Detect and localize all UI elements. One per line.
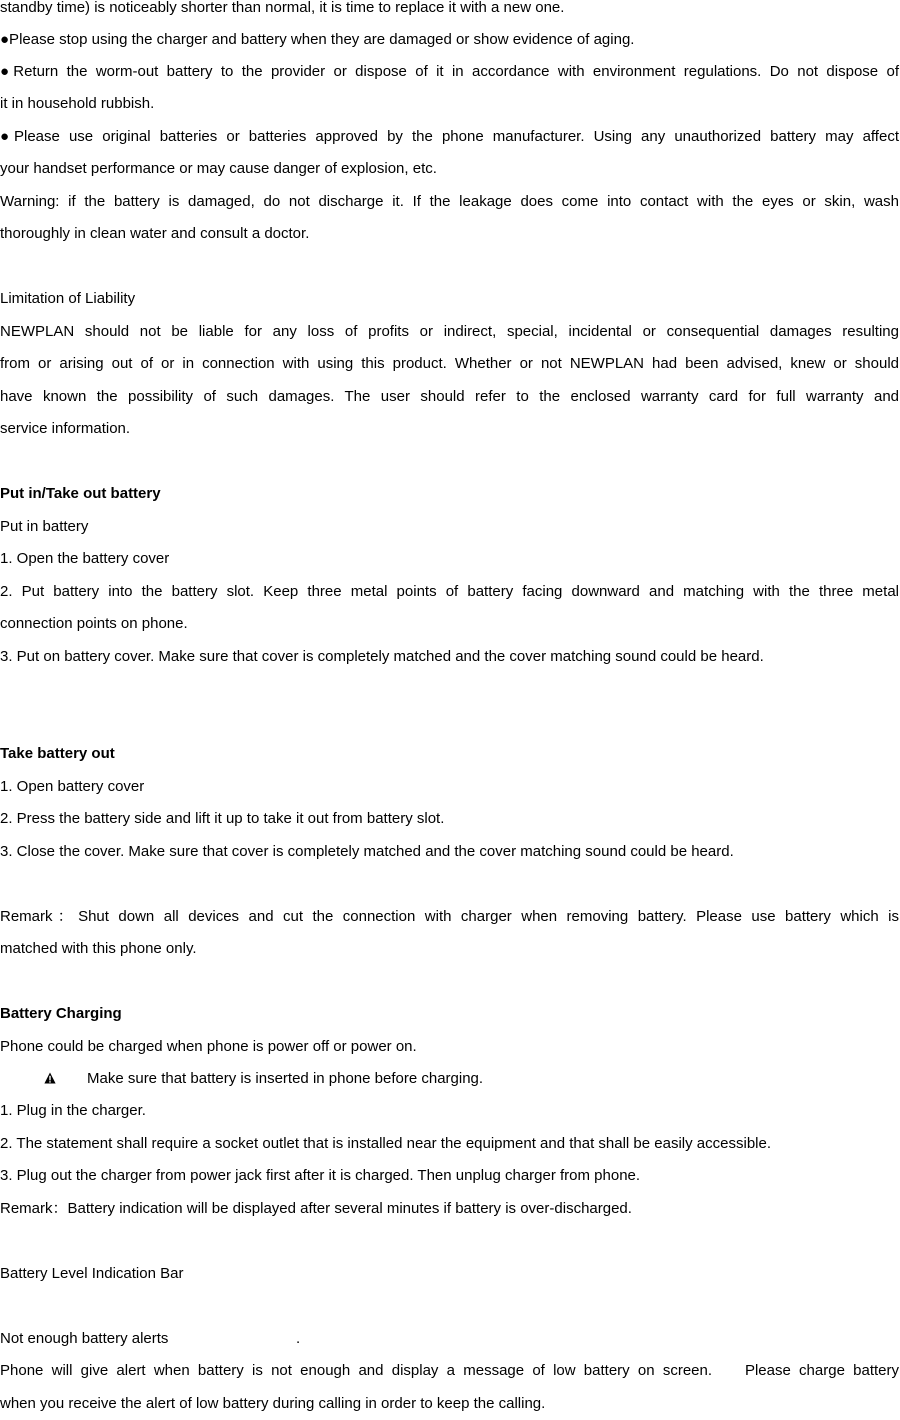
bullet-return-battery-line-1: ●Return the worm-out battery to the provider or dispose of it in accordance with environment regulations. Do not dispose of — [0, 63, 899, 80]
put-in-step-1: 1. Open the battery cover — [0, 550, 170, 567]
warning-line-2: thoroughly in clean water and consult a doctor. — [0, 225, 310, 242]
put-in-step-2-line-1: 2. Put battery into the battery slot. Keep three metal points of battery facing downward and matching with the three metal — [0, 583, 899, 600]
bullet-stop-using: ●Please stop using the charger and battery when they are damaged or show evidence of aging. — [0, 31, 635, 48]
alerts-trailing-mark: . — [296, 1330, 301, 1347]
standby-line: standby time) is noticeably shorter than normal, it is time to replace it with a new one. — [0, 0, 565, 16]
take-out-remark-line-1: Remark：Shut down all devices and cut the connection with charger when removing battery. Please use battery which is — [0, 908, 899, 925]
take-out-step-3: 3. Close the cover. Make sure that cover is completely matched and the cover matching sound could be heard. — [0, 843, 734, 860]
put-in-subheading: Put in battery — [0, 518, 89, 535]
charging-heading: Battery Charging — [0, 1005, 122, 1022]
put-in-step-2-line-2: connection points on phone. — [0, 615, 188, 632]
liability-line-4: service information. — [0, 420, 131, 437]
charging-step-3: 3. Plug out the charger from power jack first after it is charged. Then unplug charger from phone. — [0, 1167, 641, 1184]
liability-line-1: NEWPLAN should not be liable for any loss of profits or indirect, special, incidental or consequential damages resulting — [0, 323, 899, 340]
take-out-step-2: 2. Press the battery side and lift it up to take it out from battery slot. — [0, 810, 445, 827]
bullet-original-batteries-line-2: your handset performance or may cause danger of explosion, etc. — [0, 160, 437, 177]
put-in-out-heading: Put in/Take out battery — [0, 485, 161, 502]
charging-remark: Remark：Battery indication will be displayed after several minutes if battery is over-discharged. — [0, 1200, 632, 1217]
take-out-step-1: 1. Open battery cover — [0, 778, 145, 795]
warning-line-1: Warning: if the battery is damaged, do not discharge it. If the leakage does come into contact with the eyes or skin, wash — [0, 193, 899, 210]
alerts-line-1: Phone will give alert when battery is not enough and display a message of low battery on screen. Please charge battery — [0, 1362, 899, 1379]
liability-line-3: have known the possibility of such damages. The user should refer to the enclosed warranty card for full warranty and — [0, 388, 899, 405]
take-out-heading: Take battery out — [0, 745, 115, 762]
take-out-remark-line-2: matched with this phone only. — [0, 940, 197, 957]
liability-heading: Limitation of Liability — [0, 290, 136, 307]
bullet-original-batteries-line-1: ●Please use original batteries or batteries approved by the phone manufacturer. Using any unauthorized battery may affect — [0, 128, 899, 145]
charging-intro: Phone could be charged when phone is power off or power on. — [0, 1038, 417, 1055]
alerts-heading-row — [0, 1322, 899, 1355]
bullet-return-battery-line-2: it in household rubbish. — [0, 95, 155, 112]
charging-note-text: Make sure that battery is inserted in phone before charging. — [87, 1070, 484, 1087]
charging-step-1: 1. Plug in the charger. — [0, 1102, 146, 1119]
liability-line-2: from or arising out of or in connection with using this product. Whether or not NEWPLAN had been advised, knew or should — [0, 355, 899, 372]
alerts-heading: Not enough battery alerts — [0, 1330, 169, 1347]
charging-note-row — [0, 1062, 899, 1095]
charging-step-2: 2. The statement shall require a socket outlet that is installed near the equipment and that shall be easily accessible. — [0, 1135, 772, 1152]
put-in-step-3: 3. Put on battery cover. Make sure that cover is completely matched and the cover matching sound could be heard. — [0, 648, 764, 665]
alerts-line-2: when you receive the alert of low battery during calling in order to keep the calling. — [0, 1395, 546, 1412]
level-bar-heading: Battery Level Indication Bar — [0, 1265, 184, 1282]
warning-triangle-icon — [44, 1072, 56, 1084]
